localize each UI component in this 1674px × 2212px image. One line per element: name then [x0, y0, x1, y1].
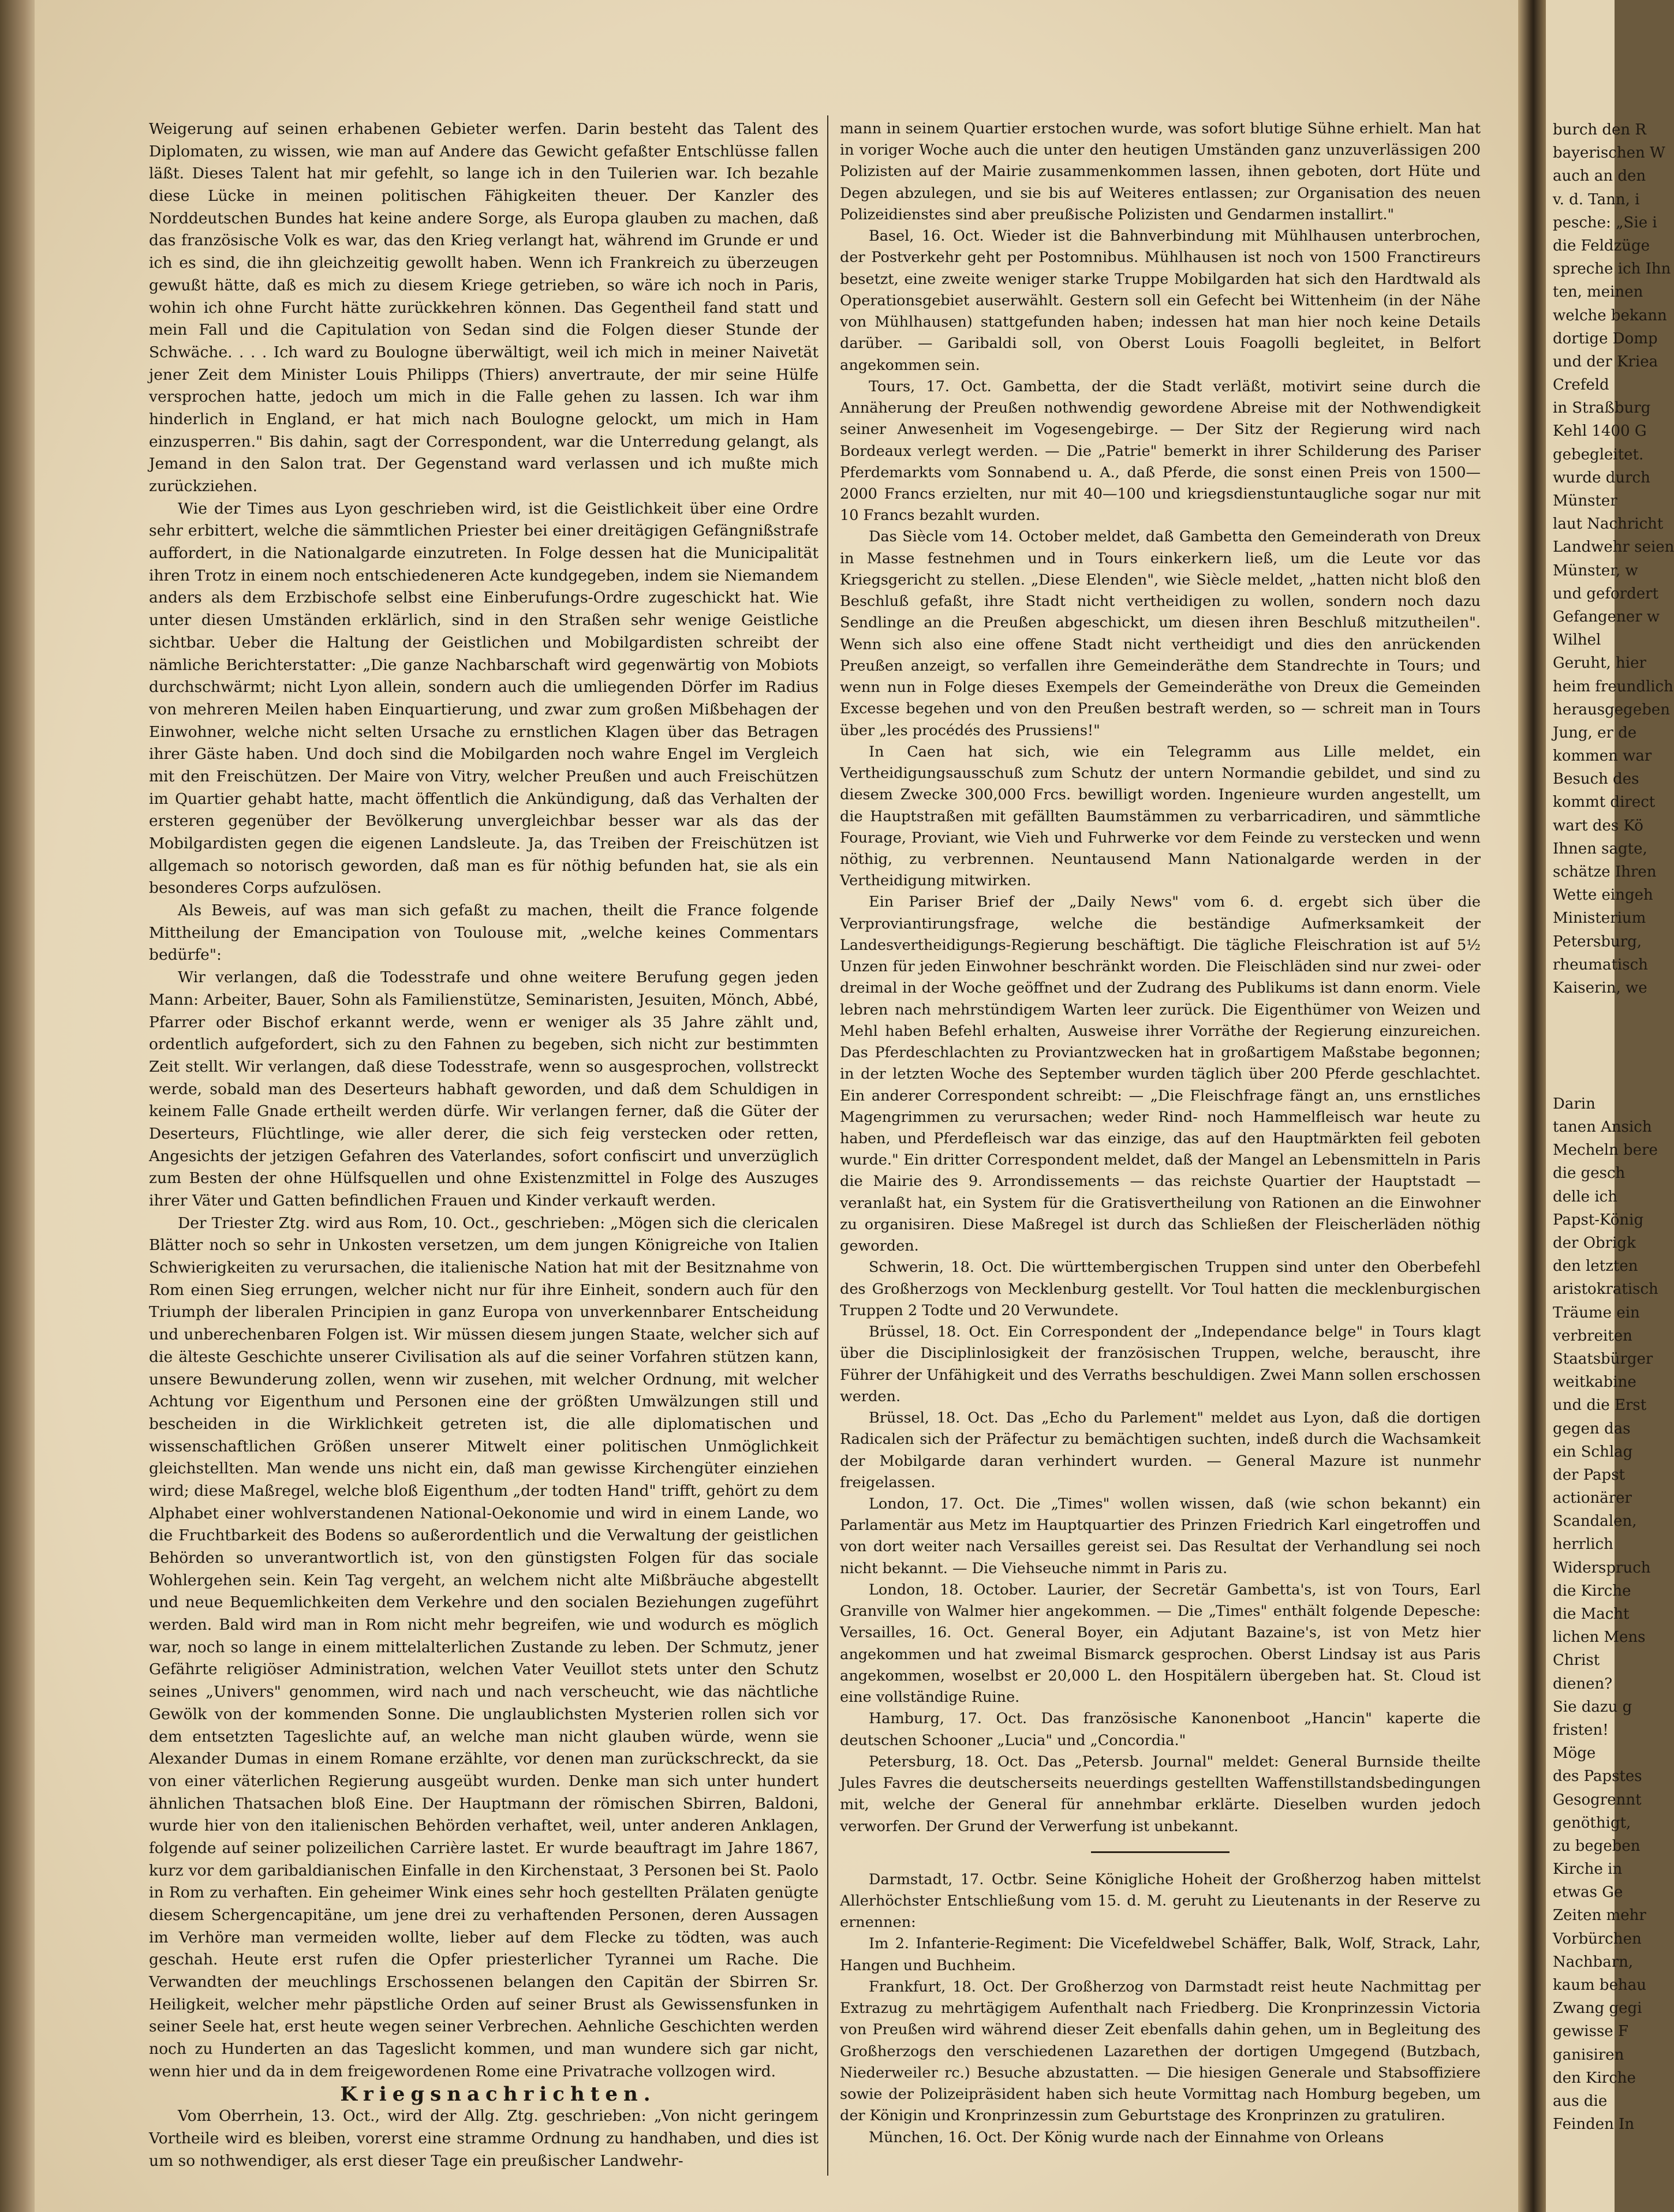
section-rule	[1091, 1851, 1230, 1853]
fragment-line: ten, meinen	[1553, 283, 1643, 301]
fragment-line: die Feldzüge	[1553, 237, 1650, 254]
fragment-line: burch den R	[1553, 121, 1647, 139]
article-paragraph: Wir verlangen, daß die Todesstrafe und ohne weitere Berufung gegen jeden Mann: Arbeiter, Bauer, Sohn als Familienstütze, Seminaristen, Jesuiten, Mönch, Abbé, Pfarrer oder Bischof erkannt werde, wenn er weniger als 35 Jahre zählt und, ordentlich aufgefordert, sich zu den Fahnen zu begeben, sich nicht zur bestimmten Zeit stellt. Wir verlangen, daß diese Todesstrafe, wenn so ausgesprochen, vollstreckt werde, sobald man des Deserteurs habhaft geworden, und daß dem Schuldigen in keinem Falle Gnade ertheilt werden dürfe. Wir verlangen ferner, daß die Güter der Deserteurs, Flüchtlinge, wie aller derer, die sich feig verstecken oder retten, Angesichts der jetzigen Gefahren des Vaterlandes, sofort confiscirt und unverzüglich zum Besten der ohne Hülfsquellen und ohne Existenzmittel in Folge des Auszuges ihrer Väter und Gatten befindlichen Frauen und Kinder verkauft werden.	[149, 968, 819, 1210]
fragment-line: Staatsbürger	[1553, 1350, 1653, 1368]
fragment-line: welche bekann	[1553, 306, 1667, 324]
local-news-paragraph: München, 16. Oct. Der König wurde nach der Einnahme von Orleans	[869, 2128, 1384, 2146]
fragment-line: herausgegeben	[1553, 701, 1670, 718]
fragment-line: Vorbürchen	[1553, 1930, 1642, 1948]
fragment-line: die gesch	[1553, 1165, 1626, 1182]
fragment-line: der Papst	[1553, 1466, 1625, 1484]
fragment-line: und der Kriea	[1553, 353, 1658, 370]
fragment-line: gebegleitet.	[1553, 446, 1644, 463]
fragment-line: zu begeben	[1553, 1837, 1641, 1855]
column-divider	[827, 115, 828, 2176]
fragment-line: und gefordert	[1553, 585, 1659, 602]
fragment-line: gewisse F	[1553, 2023, 1628, 2041]
fragment-line: die Kirche	[1553, 1582, 1631, 1600]
fragment-line: aus die	[1553, 2092, 1608, 2110]
news-paragraph: Basel, 16. Oct. Wieder ist die Bahnverbindung mit Mühlhausen unterbrochen, der Postverkehr geht per Postomnibus. Mühlhausen ist noch von 1500 Franctireurs besetzt, eine zweite weniger starke Truppe Mobilgarden hat sich den Hardtwald als Operationsgebiet auserwählt. Gestern soll ein Gefecht bei Wittenheim (in der Nähe von Mühlhausen) stattgefunden haben; indessen hat man hier noch keine Details darüber. — Garibaldi soll, von Oberst Louis Foagolli begleitet, in Belfort angekommen sein.	[840, 227, 1481, 374]
news-paragraph: London, 18. October. Laurier, der Secretär Gambetta's, ist von Tours, Earl Granville von Walmer hier angekommen. — Die „Times" enthält folgende Depesche: Versailles, 16. Oct. General Boyer, ein Adjutant Bazaine's, ist von Metz hier angekommen und hat zweimal Bismarck gesprochen. Oberst Lindsay ist aus Paris angekommen, woselbst er 20,000 L. den Hospitälern übergeben hat. St. Cloud ist eine vollständige Ruine.	[840, 1581, 1481, 1706]
news-paragraph: mann in seinem Quartier erstochen wurde, was sofort blutige Sühne erhielt. Man hat in voriger Woche auch die unter den heutigen Umständen ganz unzuverlässigen 200 Polizisten auf der Mairie zusammenkommen lassen, ihnen geboten, dort Hüte und Degen abzulegen, und sie bis auf Weiteres entlassen; zur Organisation des neuen Polizeidienstes sind aber preußische Polizisten und Gendarmen installirt."	[840, 120, 1481, 223]
section-title: Kriegsnachrichten.	[340, 2082, 656, 2106]
fragment-line: herrlich	[1553, 1536, 1613, 1554]
fragment-line: kommt direct	[1553, 794, 1656, 811]
fragment-line: Wette eingeh	[1553, 886, 1653, 904]
fragment-line: rheumatisch	[1553, 956, 1648, 974]
fragment-line: in Straßburg	[1553, 399, 1651, 417]
fragment-line: v. d. Tann, i	[1553, 190, 1640, 208]
fragment-line: Nachbarn,	[1553, 1953, 1634, 1971]
fragment-line: Sie dazu g	[1553, 1698, 1632, 1716]
fragment-line: Kirche in	[1553, 1861, 1623, 1878]
fragment-line: Landwehr seien	[1553, 538, 1674, 556]
fragment-line: Widerspruch	[1553, 1559, 1651, 1577]
fragment-line: ein Schlag	[1553, 1443, 1633, 1461]
news-paragraph: Das Siècle vom 14. October meldet, daß Gambetta den Gemeinderath von Dreux in Masse festnehmen und in Tours einkerkern ließ, um die Leute vor das Kriegsgericht zu stellen. „Diese Elenden", wie Siècle meldet, „hatten nicht bloß den Beschluß gefaßt, ihre Stadt nicht vertheidigen zu wollen, sondern noch dazu Sendlinge an die Preußen abgeschickt, um diesen ihren Beschluß mitzutheilen". Wenn sich also eine offene Stadt nicht vertheidigt und dies den anrückenden Preußen anzeigt, so verfallen ihre Gemeinderäthe dem Standrechte in Tours; und wenn nun in Folge dieses Exempels der Gemeinderäthe von Dreux die Gemeinden Excesse begehen und von den Preußen bestraft werden, so — schreit man in Tours über „les procédés des Prussiens!"	[840, 528, 1481, 739]
news-paragraph: Tours, 17. Oct. Gambetta, der die Stadt verläßt, motivirt seine durch die Annäherung der Preußen nothwendig gewordene Abreise mit der Nothwendigkeit seiner Anwesenheit im Vogesengebirge. — Der Sitz der Regierung wird nach Bordeaux verlegt werden. — Die „Patrie" bemerkt in ihrer Schilderung des Pariser Pferdemarkts vom Sonnabend u. A., daß Pferde, die sonst einen Preis von 1500—2000 Francs erzielten, nur mit 40—100 und kriegsdienstuntaugliche sogar nur mit 10 Francs bezahlt wurden.	[840, 377, 1481, 525]
fragment-line: kommen war	[1553, 747, 1652, 765]
local-news-paragraph: Frankfurt, 18. Oct. Der Großherzog von Darmstadt reist heute Nachmittag per Extrazug zu mehrtägigem Aufenthalt nach Friedberg. Die Kronprinzessin Victoria von Preußen wird während dieser Zeit ebenfalls dahin gehen, um in Begleitung des Großherzogs den verschiedenen Lazarethen der dortigen Umgegend (Butzbach, Niederweiler rc.) Besuche abzustatten. — Die hiesigen Generale und Stabsoffiziere sowie der Polizeipräsident haben sich heute Vormittag nach Homburg begeben, um der Königin und Kronprinzessin zum Geburtstage des Kronprinzen zu gratuliren.	[840, 1978, 1481, 2125]
fragment-line: weitkabine	[1553, 1373, 1636, 1391]
fragment-line: Kehl 1400 G	[1553, 422, 1647, 440]
fragment-line: Jung, er de	[1553, 724, 1637, 742]
fragment-line: Wilhel	[1553, 631, 1601, 649]
fragment-line: etwas Ge	[1553, 1884, 1623, 1902]
fragment-line: aristokratisch	[1553, 1281, 1658, 1298]
fragment-line: fristen!	[1553, 1721, 1609, 1739]
right-column	[840, 118, 1481, 2149]
fragment-line: Möge	[1553, 1745, 1596, 1762]
fragment-line: des Papstes	[1553, 1768, 1642, 1786]
fragment-line: Papst-König	[1553, 1211, 1644, 1229]
local-news-paragraph: Darmstadt, 17. Octbr. Seine Königliche Hoheit der Großherzog haben mittelst Allerhöchster Entschließung vom 15. d. M. geruht zu Lieutenants in der Reserve zu ernennen:	[840, 1870, 1481, 1932]
news-paragraph: Ein Pariser Brief der „Daily News" vom 6. d. ergebt sich über die Verproviantirungsfrage, welche die beständige Aufmerksamkeit der Landesvertheidigungs-Regierung beschäftigt. Die tägliche Fleischration ist auf 5½ Unzen für jeden Einwohner beschränkt worden. Die Fleischläden sind nur zwei- oder dreimal in der Woche geöffnet und der Zudrang des Publikums ist dann enorm. Viele lebren nach mehrstündigem Warten leer zurück. Die Eigenthümer von Weizen und Mehl haben Befehl erhalten, Ausweise ihrer Vorräthe der Regierung einzureichen. Das Pferdeschlachten zu Proviantzwecken hat in großartigem Maßstabe begonnen; in der letzten Woche des September wurden täglich über 200 Pferde geschlachtet. Ein anderer Correspondent schreibt: — „Die Fleischfrage fängt an, uns ernstliches Magengrimmen zu verursachen; weder Rind- noch Hammelfleisch war heute zu haben, und Pferdefleisch war das einzige, das auf den Hauptmärkten feil geboten wurde." Ein dritter Correspondent meldet, daß der Mangel an Lebensmitteln in Paris die Mairie des 9. Arrondissements — das reichste Quartier der Hauptstadt — veranlaßt hat, ein System für die Gratisvertheilung von Rationen an die Einwohner zu organisiren. Diese Maßregel ist durch das Schließen der Fleischerläden nöthig geworden.	[840, 893, 1481, 1255]
fragment-line: Münster	[1553, 492, 1617, 510]
left-column	[149, 118, 819, 2172]
fragment-line: Mecheln bere	[1553, 1141, 1658, 1159]
fragment-line: dortige Domp	[1553, 330, 1658, 347]
news-paragraph: Hamburg, 17. Oct. Das französische Kanonenboot „Hancin" kaperte die deutschen Schooner „Lucia" und „Concordia."	[840, 1710, 1481, 1749]
fragment-line: Darin	[1553, 1095, 1595, 1113]
fragment-line: den letzten	[1553, 1257, 1638, 1275]
fragment-line	[1553, 1000, 1668, 1023]
fragment-line: Scandalen,	[1553, 1513, 1637, 1530]
article-paragraph: Weigerung auf seinen erhabenen Gebieter werfen. Darin besteht das Talent des Diplomaten, zu wissen, wie man auf Andere das Gewicht gefaßter Entschlüsse fallen läßt. Dieses Talent hat mir gefehlt, so lange ich in den Tuilerien war. Ich bezahle diese Lücke in meinen politischen Fähigkeiten theuer. Der Kanzler des Norddeutschen Bundes hat keine andere Sorge, als Europa glauben zu machen, daß das französische Volk es war, das den Krieg verlangt hat, während im Grunde er und ich es sind, die ihn gleichzeitig gewollt haben. Wenn ich Frankreich zu überzeugen gewußt hätte, daß es mich zu diesem Kriege getrieben, so wäre ich noch in Paris, wohin ich ohne Furcht hätte zurückkehren können. Das Gegentheil fand statt und mein Fall und die Capitulation von Sedan sind die Folgen dieser Stunde der Schwäche. . . . Ich ward zu Boulogne überwältigt, weil ich mich in meiner Naivetät jener Zeit dem Minister Louis Philipps (Thiers) anvertraute, der mir seine Hülfe versprochen hatte, jedoch um mich in die Falle gehen zu lassen. Ich war ihm hinderlich in England, er hat mich nach Boulogne gelockt, um mich in Ham einzusperren." Bis dahin, sagt der Correspondent, war die Unterredung gelangt, als Jemand in den Salon trat. Der Gegenstand ward verlassen und ich mußte mich zurückziehen.	[149, 120, 819, 495]
book-gutter	[1518, 0, 1546, 2212]
news-paragraph: Brüssel, 18. Oct. Ein Correspondent der „Independance belge" in Tours klagt über die Disciplinlosigkeit der französischen Truppen, welche, berauscht, ihre Führer der Unfähigkeit und des Verraths beschuldigen. Zwei Mann sollen erschossen werden.	[840, 1323, 1481, 1405]
article-paragraph: Wie der Times aus Lyon geschrieben wird, ist die Geistlichkeit über eine Ordre sehr erbittert, welche die sämmtlichen Priester bei einer dreitägigen Gefängnißstrafe auffordert, in die Nationalgarde einzutreten. In Folge dessen hat die Municipalität ihren Trotz in einem noch entschiedeneren Acte kundgegeben, indem sie Niemandem anders als dem Erzbischofe selbst eine Einberufungs-Ordre zugeschickt hat. Wie unter diesen Umständen erklärlich, sind in den Straßen sehr wenige Geistliche sichtbar. Ueber die Haltung der Geistlichen und Mobilgardisten schreibt der nämliche Berichterstatter: „Die ganze Nachbarschaft wird gegenwärtig von Mobiots durchschwärmt; nicht Lyon allein, sondern auch die umliegenden Dörfer im Radius von mehreren Meilen haben Einquartierung, und zwar zum großen Mißbehagen der Einwohner, welche nicht selten Ursache zu ernstlichen Klagen über das Betragen ihrer Gäste haben. Und doch sind die Mobilgarden noch wahre Engel im Vergleich mit den Freischützen. Der Maire von Vitry, welcher Preußen und auch Freischützen im Quartier gehabt hatte, macht öffentlich die Ankündigung, daß das Verhalten der ersteren gegenüber der Bevölkerung unvergleichbar besser war als das der Mobilgardisten gegen die eigenen Landsleute. Ja, das Treiben der Freischützen ist allgemach so notorisch geworden, daß man es für nöthig befunden hat, sie als ein besonderes Corps aufzulösen.	[149, 499, 819, 897]
fragment-line: Zwang gegi	[1553, 2000, 1642, 2018]
fragment-line: Träume ein	[1553, 1304, 1640, 1322]
news-paragraph: London, 17. Oct. Die „Times" wollen wissen, daß (wie schon bekannt) ein Parlamentär aus Metz im Hauptquartier des Prinzen Friedrich Karl eingetroffen und von dort weiter nach Versailles gereist sei. Das Resultat der Verhandlung sei noch nicht bekannt. — Die Viehseuche nimmt in Paris zu.	[840, 1495, 1481, 1577]
fragment-line: delle ich	[1553, 1188, 1617, 1206]
fragment-line: die Macht	[1553, 1605, 1630, 1623]
article-paragraph: Als Beweis, auf was man sich gefaßt zu machen, theilt die France folgende Mittheilung der Emancipation von Toulouse mit, „welche keines Commentars bedürfe":	[149, 901, 819, 964]
fragment-line: Gesogrennt	[1553, 1791, 1642, 1809]
fragment-line: heim freundlich	[1553, 678, 1673, 695]
war-news-paragraph: Vom Oberrhein, 13. Oct., wird der Allg. Ztg. geschrieben: „Von nicht geringem Vortheile wird es bleiben, vorerst eine stramme Ordnung zu handhaben, und dies ist um so nothwendiger, als erst dieser Tage ein preußischer Landwehr-	[149, 2107, 819, 2170]
fragment-line: Ihnen sagte,	[1553, 840, 1647, 858]
news-paragraph: Petersburg, 18. Oct. Das „Petersb. Journal" meldet: General Burnside theilte Jules Favres die deutscherseits neuerdings gestellten Waffenstillstandsbedingungen mit, welche der General für annehmbar erklärte. Dieselben wurden jedoch verworfen. Der Grund der Verwerfung ist unbekannt.	[840, 1753, 1481, 1835]
fragment-line: Petersburg,	[1553, 933, 1642, 950]
newspaper-page	[35, 0, 1518, 2212]
fragment-line: spreche ich Ihn	[1553, 260, 1671, 278]
fragment-line: Kaiserin, we	[1553, 979, 1647, 997]
fragment-line: Zeiten mehr	[1553, 1907, 1646, 1925]
fragment-line	[1553, 1069, 1668, 1092]
fragment-line: Besuch des	[1553, 770, 1639, 788]
fragment-line: ganisiren	[1553, 2046, 1624, 2064]
fragment-line: pesche: „Sie i	[1553, 214, 1657, 231]
fragment-line	[1553, 1046, 1668, 1069]
fragment-line: und die Erst	[1553, 1397, 1647, 1414]
fragment-line: der Obrigk	[1553, 1234, 1636, 1252]
fragment-line: actionärer	[1553, 1489, 1632, 1507]
fragment-line: Feinden In	[1553, 2116, 1635, 2134]
fragment-line: Münster, w	[1553, 562, 1638, 579]
fragment-line: schätze Ihren	[1553, 863, 1657, 881]
news-paragraph: Schwerin, 18. Oct. Die württembergischen Truppen sind unter den Oberbefehl des Großherzogs von Mecklenburg gestellt. Vor Toul hatten die mecklenburgischen Truppen 2 Todte und 20 Verwundete.	[840, 1259, 1481, 1319]
fragment-line: Crefeld	[1553, 376, 1609, 394]
local-news-paragraph: Im 2. Infanterie-Regiment: Die Vicefeldwebel Schäffer, Balk, Wolf, Strack, Lahr, Hangen und Buchheim.	[840, 1935, 1481, 1974]
fragment-line: wart des Kö	[1553, 817, 1643, 834]
fragment-line: bayerischen W	[1553, 144, 1665, 162]
fragment-line	[1553, 1023, 1668, 1046]
fragment-line: Ministerium	[1553, 909, 1646, 927]
fragment-line: gegen das	[1553, 1420, 1631, 1438]
fragment-line: auch an den	[1553, 167, 1646, 185]
fragment-line: den Kirche	[1553, 2069, 1636, 2087]
adjacent-page-fragments	[1553, 118, 1674, 2136]
fragment-line: genöthigt,	[1553, 1814, 1631, 1832]
fragment-line: kaum behau	[1553, 1977, 1646, 1994]
fragment-line: laut Nachricht	[1553, 515, 1664, 533]
article-paragraph: Der Triester Ztg. wird aus Rom, 10. Oct., geschrieben: „Mögen sich die clericalen Blätter noch so sehr in Unkosten versetzen, um dem jungen Königreiche von Italien Schwierigkeiten zu verursachen, die italienische Nation hat mit der Besitznahme von Rom einen Sieg errungen, welcher nicht nur für ihre Einheit, sondern auch für den Triumph der liberalen Principien in ganz Europa von unverkennbarer Entscheidung und unberechenbaren Folgen ist. Wir müssen diesem jungen Staate, welcher sich auf die älteste Geschichte unserer Civilisation als auf die seiner Vorfahren stützen kann, unsere Bewunderung zollen, wenn wir zusehen, mit welcher Ordnung, mit welcher Achtung vor Eigenthum und Personen eine der größten Umwälzungen still und bescheiden in die Wirklichkeit getreten ist, die alle diplomatischen und wissenschaftlichen Größen unserer Mitwelt einer politischen Unmöglichkeit gleichstellten. Man wende uns nicht ein, daß man gewisse Kirchengüter einziehen wird; diese Maßregel, welche bloß Eigenthum „der todten Hand" trifft, gehört zu dem Alphabet einer wohlverstandenen National-Oekonomie und wird in einem Lande, wo die Fruchtbarkeit des Bodens so außerordentlich und die Verwaltung der geistlichen Behörden so unverantwortlich ist, von den günstigsten Folgen für das sociale Wohlergehen sein. Kein Tag vergeht, an welchem nicht alte Mißbräuche abgestellt und neue Bequemlichkeiten dem Verkehre und den socialen Beziehungen zugeführt werden. Bald wird man in Rom nicht mehr begreifen, wie und wodurch es möglich war, noch so lange in einem mittelalterlichen Zustande zu leben. Der Schmutz, jener Gefährte religiöser Administration, welchen Vater Veuillot stets unter den Schutz seines „Univers" genommen, wird nach und nach verscheucht, wie das nächtliche Gewölk von der kommenden Sonne. Die unglaublichsten Mysterien rollen sich vor dem entsetzten Tageslichte auf, an welche man nicht glauben würde, wenn sie Alexander Dumas in einem Romane erzählte, vor denen man zurückschreckt, da sie von einer väterlichen Regierung ausgeübt wurden. Denke man sich unter hundert ähnlichen Thatsachen bloß Eine. Der Hauptmann der römischen Sbirren, Baldoni, wurde hier von den italienischen Behörden verhaftet, weil, unter anderen Anklagen, folgende auf seiner polizeilichen Carrière lastet. Er wurde beauftragt im Jahre 1867, kurz vor dem garibaldianischen Einfalle in den Kirchenstaat, 3 Personen bei St. Paolo in Rom zu verhaften. Ein geheimer Wink eines sehr hoch gestellten Prälaten genügte diesem Schergencapitäne, um jene drei zu verhaftenden Personen, deren Aussagen im Verhöre man vermeiden wollte, lieber auf dem Flecke zu tödten, was auch geschah. Heute erst rufen die Opfer priesterlicher Tyrannei um Rache. Die Verwandten der meuchlings Erschossenen belangen den Capitän der Sbirren Sr. Heiligkeit, welcher mehr päpstliche Orden auf seiner Brust als Gewissensfunken in seiner Seele hat, erst heute wegen seiner Verbrechen. Aehnliche Geschichten werden noch zu Hunderten an das Tageslicht kommen, und man wundere sich gar nicht, wenn hier und da in dem freigewordenen Rome eine Privatrache vollzogen wird.	[149, 1214, 819, 2080]
fragment-line: lichen Mens	[1553, 1629, 1646, 1646]
news-paragraph: In Caen hat sich, wie ein Telegramm aus Lille meldet, ein Vertheidigungsausschuß zum Schutz der untern Normandie gebildet, und sind zu diesem Zwecke 300,000 Frcs. bewilligt worden. Ingenieure wurden angestellt, um die Hauptstraßen mit gefällten Baumstämmen zu verbarricadiren, und sämmtliche Fourage, Proviant, wie Vieh und Fuhrwerke vor dem Feinde zu verstecken und wenn nöthig, zu verbrennen. Neuntausend Mann Nationalgarde werden in der Vertheidigung mitwirken.	[840, 743, 1481, 890]
fragment-line: tanen Ansich	[1553, 1118, 1652, 1136]
fragment-line: wurde durch	[1553, 469, 1650, 486]
fragment-line: verbreiten	[1553, 1327, 1632, 1345]
fragment-line: Geruht, hier	[1553, 654, 1646, 672]
fragment-line: Christ	[1553, 1652, 1600, 1670]
news-paragraph: Brüssel, 18. Oct. Das „Echo du Parlement" meldet aus Lyon, daß die dortigen Radicalen sich der Präfectur zu bemächtigen suchten, indeß durch die Wachsamkeit der Mobilgarde daran verhindert wurden. — General Mazure ist nunmehr freigelassen.	[840, 1409, 1481, 1491]
adjacent-page	[1546, 0, 1674, 2212]
fragment-line: Gefangener w	[1553, 608, 1660, 626]
fragment-line: dienen?	[1553, 1675, 1613, 1693]
